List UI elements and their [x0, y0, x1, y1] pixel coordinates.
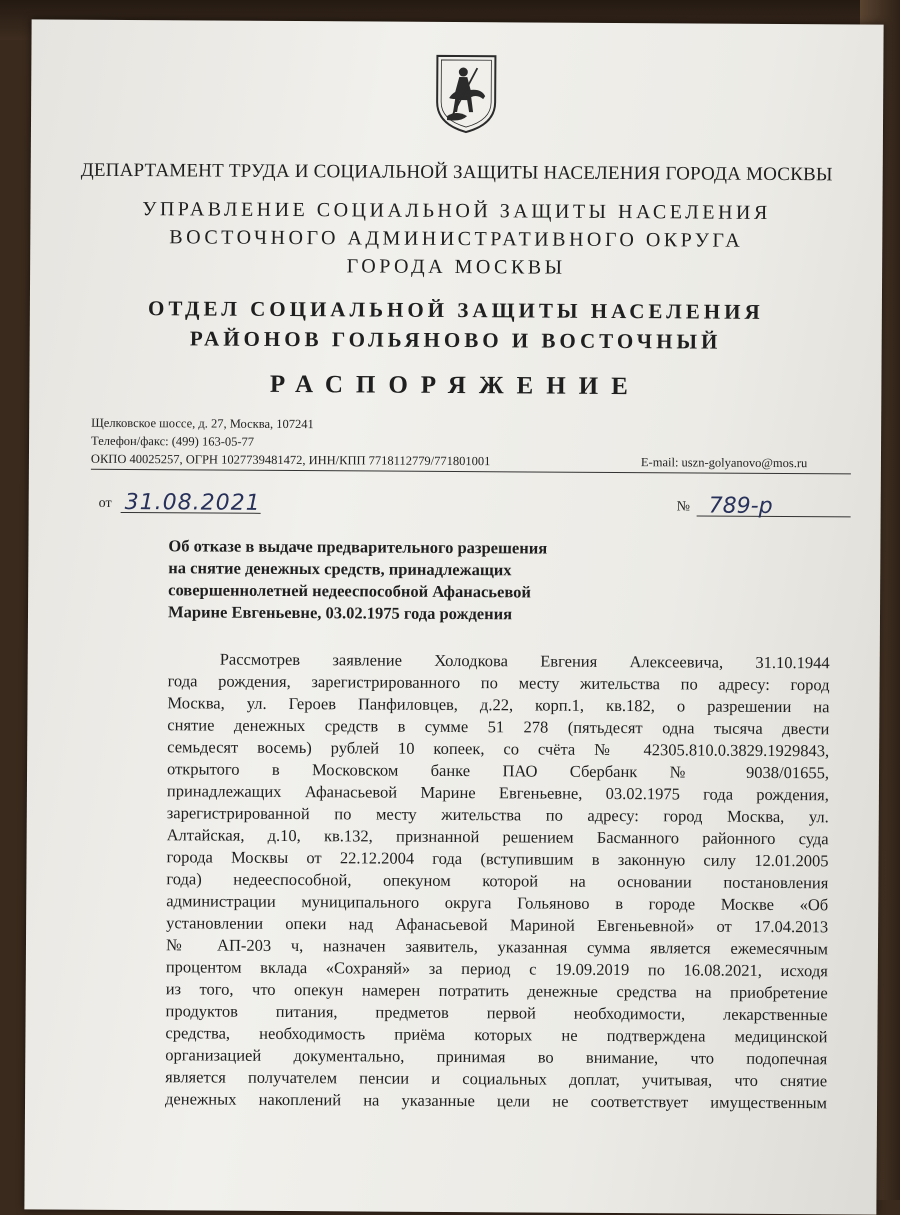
- body-line: денежных накоплений на указанные цели не соответствует имущественным: [164, 1089, 828, 1113]
- administration-line-1: УПРАВЛЕНИЕ СОЦИАЛЬНОЙ ЗАЩИТЫ НАСЕЛЕНИЯ: [142, 198, 771, 224]
- moscow-coat-of-arms-icon: [433, 52, 499, 134]
- handwritten-date: 31.08.2021: [124, 489, 261, 516]
- body-line: года) недееспособной, опекуном которой на основании постановления: [166, 869, 829, 893]
- body-line: открытого в Московском банке ПАО Сбербанк № 9038/01655,: [167, 759, 830, 783]
- contact-phone: Телефон/факс: (499) 163-05-77: [91, 433, 255, 449]
- subject-line-4: Марине Евгеньевне, 03.02.1975 года рождения: [167, 602, 513, 624]
- body-line: года рождения, зарегистрированного по месту жительства по адресу: город: [167, 671, 830, 695]
- department-name: ДЕПАРТАМЕНТ ТРУДА И СОЦИАЛЬНОЙ ЗАЩИТЫ НАСЕЛЕНИЯ ГОРОДА МОСКВЫ: [80, 159, 833, 186]
- body-line: процентом вклада «Сохраняй» за период с 19.09.2019 по 16.08.2021, исходя: [165, 957, 828, 981]
- body-line: № АП-203 ч, назначен заявитель, указанная сумма является ежемесячным: [165, 935, 829, 959]
- document-type-title: РАСПОРЯЖЕНИЕ: [269, 370, 641, 401]
- body-line: средства, необходимость приёма которых не подтверждена медицинской: [165, 1023, 828, 1047]
- date-label: от: [98, 495, 112, 511]
- body-paragraph: [165, 648, 830, 1114]
- body-line: продуктов питания, предметов первой необходимости, лекарственные: [165, 1001, 828, 1025]
- document-page: [24, 19, 883, 1214]
- body-line: Рассмотрев заявление Холодкова Евгения Алексеевича, 31.10.1944: [219, 649, 830, 673]
- body-line: города Москвы от 22.12.2004 года (вступившим в законную силу 12.01.2005: [166, 847, 829, 871]
- subject-line-1: Об отказе в выдаче предварительного разрешения: [168, 536, 548, 558]
- body-line: установлении опеки над Афанасьевой Мариной Евгеньевной» от 17.04.2013: [166, 913, 829, 937]
- administration-line-3: ГОРОДА МОСКВЫ: [346, 255, 566, 279]
- body-line: из того, что опекун намерен потратить денежные средства на приобретение: [165, 979, 828, 1003]
- body-line: является получателем пенсии и социальных доплат, учитывая, что снятие: [165, 1067, 828, 1091]
- body-line: Алтайская, д.10, кв.132, признанной решением Басманного районного суда: [166, 825, 829, 849]
- handwritten-number: 789-р: [708, 493, 773, 519]
- body-line: Москва, ул. Героев Панфиловцев, д.22, корп.1, кв.182, о разрешении на: [167, 693, 830, 717]
- subject-line-3: совершеннолетней недееспособной Афанасьевой: [168, 580, 531, 602]
- body-line: зарегистрированной по месту жительства по адресу: город Москва, ул.: [166, 803, 829, 827]
- body-line: принадлежащих Афанасьевой Марине Евгеньевне, 03.02.1975 года рождения,: [166, 781, 829, 805]
- subject-line-2: на снятие денежных средств, принадлежащих: [168, 558, 512, 580]
- contact-email: E-mail: uszn-golyanovo@mos.ru: [640, 455, 808, 471]
- body-line: семьдесят восемь) рублей 10 копеек, со счёта № 42305.810.0.3829.1929843,: [167, 737, 830, 761]
- body-line: администрации муниципального округа Гольяново в городе Москве «Об: [166, 891, 829, 915]
- division-line-1: ОТДЕЛ СОЦИАЛЬНОЙ ЗАЩИТЫ НАСЕЛЕНИЯ: [148, 296, 764, 324]
- division-line-2: РАЙОНОВ ГОЛЬЯНОВО И ВОСТОЧНЫЙ: [189, 326, 722, 354]
- number-label: №: [676, 499, 691, 515]
- body-line: снятие денежных средств в сумме 51 278 (пятьдесят одна тысяча двести: [167, 715, 830, 739]
- contact-address: Щелковское шоссе, д. 27, Москва, 107241: [91, 415, 314, 432]
- administration-line-2: ВОСТОЧНОГО АДМИНИСТРАТИВНОГО ОКРУГА: [169, 226, 744, 252]
- contact-codes: ОКПО 40025257, ОГРН 1027739481472, ИНН/КПП 7718112779/771801001: [90, 451, 491, 469]
- body-line: организацией документально, принимая во внимание, что подопечная: [165, 1045, 828, 1069]
